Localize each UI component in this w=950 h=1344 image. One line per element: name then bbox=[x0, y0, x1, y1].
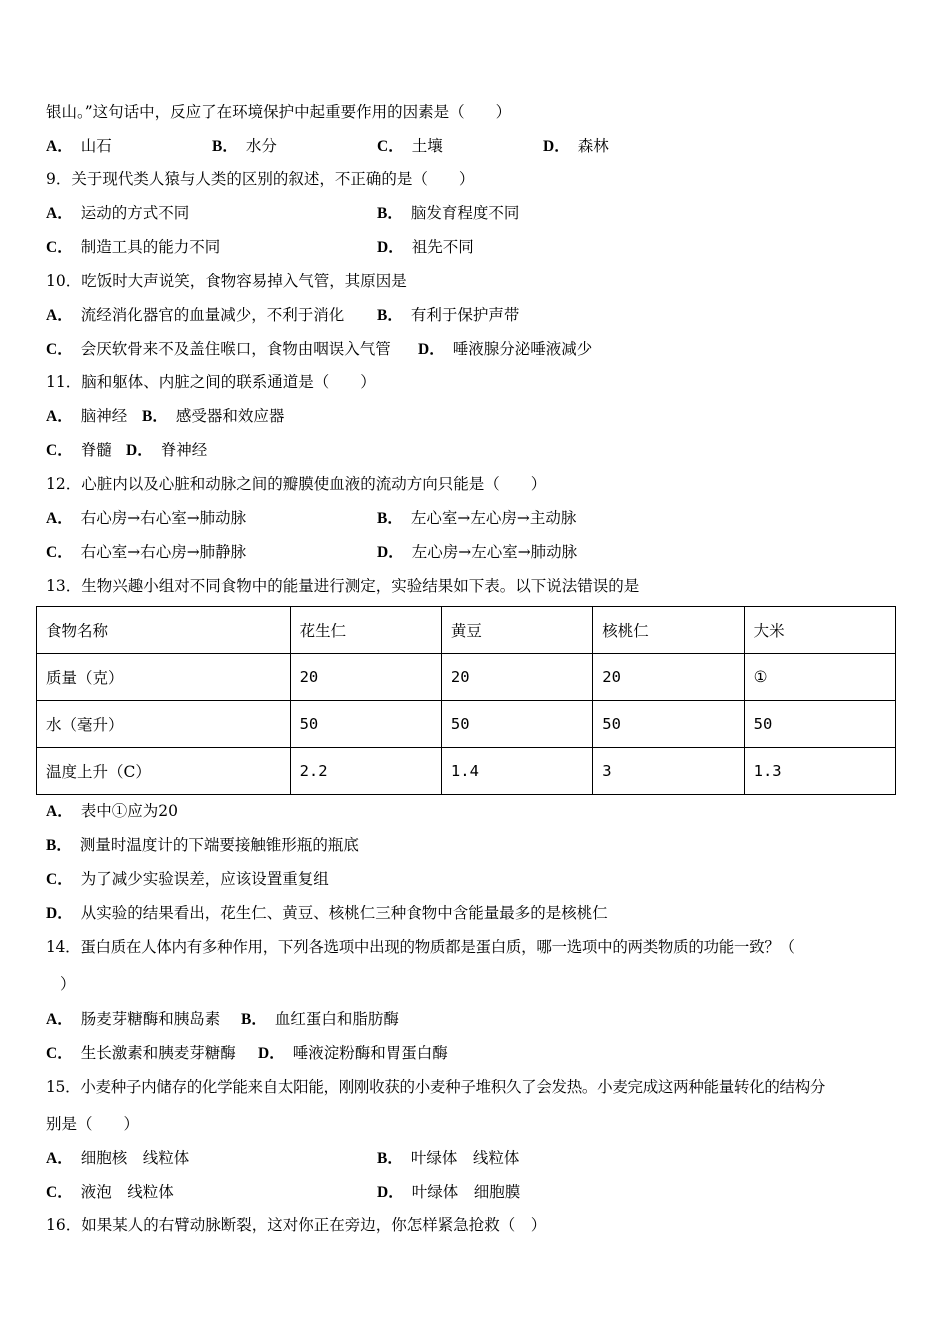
option-text: 从实验的结果看出，花生仁、黄豆、核桃仁三种食物中含能量最多的是核桃仁 bbox=[80, 904, 608, 922]
option-label: A． bbox=[46, 1150, 73, 1167]
q8-stem: 银山。”这句话中，反应了在环境保护中起重要作用的因素是（ ） bbox=[46, 103, 512, 121]
table-cell: 1.4 bbox=[441, 748, 592, 795]
option-label: D． bbox=[126, 442, 153, 459]
table-cell: 20 bbox=[441, 654, 592, 701]
q16-stem: 16．如果某人的右臂动脉断裂，这对你正在旁边，你怎样紧急抢救（ ） bbox=[46, 1216, 547, 1234]
option-text: 唾液腺分泌唾液减少 bbox=[452, 340, 593, 358]
option-text: 脊神经 bbox=[160, 441, 208, 459]
option-text: 祖先不同 bbox=[411, 238, 474, 256]
q11-option-d bbox=[126, 440, 207, 461]
table-cell: 质量（克） bbox=[37, 654, 291, 701]
option-text: 脑发育程度不同 bbox=[410, 204, 520, 222]
q11-option-b bbox=[142, 406, 284, 427]
option-text: 测量时温度计的下端要接触锥形瓶的瓶底 bbox=[79, 836, 359, 854]
q14-option-b bbox=[241, 1009, 399, 1030]
q10-stem: 10．吃饭时大声说笑，食物容易掉入气管，其原因是 bbox=[46, 272, 407, 290]
table-header-cell: 黄豆 bbox=[441, 607, 592, 654]
table-header-cell: 核桃仁 bbox=[593, 607, 744, 654]
q11-option-a bbox=[46, 406, 127, 427]
q10-option-c bbox=[46, 339, 391, 360]
option-text: 叶绿体 细胞膜 bbox=[411, 1183, 521, 1201]
food-energy-table bbox=[36, 606, 896, 795]
option-label: C． bbox=[46, 544, 73, 561]
option-text: 运动的方式不同 bbox=[80, 204, 190, 222]
option-text: 叶绿体 线粒体 bbox=[410, 1149, 520, 1167]
option-text: 生长激素和胰麦芽糖酶 bbox=[80, 1044, 236, 1062]
q12-option-d bbox=[377, 542, 577, 563]
option-text: 右心室→右心房→肺静脉 bbox=[80, 543, 247, 561]
q14-stem-cont: ） bbox=[60, 975, 76, 993]
q11-stem: 11．脑和躯体、内脏之间的联系通道是（ ） bbox=[46, 373, 376, 391]
q15-option-a bbox=[46, 1148, 189, 1169]
table-cell: 50 bbox=[441, 701, 592, 748]
option-label: B． bbox=[377, 510, 403, 527]
option-text: 脊髓 bbox=[80, 441, 112, 459]
option-label: A． bbox=[46, 1011, 73, 1028]
option-label: C． bbox=[377, 138, 404, 155]
q8-option-b bbox=[212, 136, 277, 157]
option-label: B． bbox=[142, 408, 168, 425]
q15-option-d bbox=[377, 1182, 520, 1203]
table-header-row bbox=[37, 607, 896, 654]
option-label: A． bbox=[46, 307, 73, 324]
option-label: D． bbox=[258, 1045, 285, 1062]
option-text: 山石 bbox=[80, 137, 112, 155]
q14-option-d bbox=[258, 1043, 448, 1064]
option-text: 脑神经 bbox=[80, 407, 128, 425]
q9-option-c bbox=[46, 237, 220, 258]
option-label: D． bbox=[46, 905, 73, 922]
q8-option-d bbox=[543, 136, 609, 157]
table-cell: 50 bbox=[290, 701, 441, 748]
option-text: 森林 bbox=[577, 137, 609, 155]
q9-stem: 9．关于现代类人猿与人类的区别的叙述，不正确的是（ ） bbox=[46, 170, 475, 188]
q14-option-a bbox=[46, 1009, 220, 1030]
q14-option-c bbox=[46, 1043, 236, 1064]
option-text: 有利于保护声带 bbox=[410, 306, 520, 324]
option-text: 细胞核 线粒体 bbox=[80, 1149, 190, 1167]
table-header-cell: 花生仁 bbox=[290, 607, 441, 654]
option-label: B． bbox=[377, 205, 403, 222]
option-text: 左心房→左心室→肺动脉 bbox=[411, 543, 578, 561]
option-text: 唾液淀粉酶和胃蛋白酶 bbox=[292, 1044, 448, 1062]
q12-option-b bbox=[377, 508, 576, 529]
table-cell: 50 bbox=[593, 701, 744, 748]
q12-option-c bbox=[46, 542, 246, 563]
option-label: D． bbox=[543, 138, 570, 155]
table-cell: 20 bbox=[290, 654, 441, 701]
option-text: 液泡 线粒体 bbox=[80, 1183, 174, 1201]
option-text: 右心房→右心室→肺动脉 bbox=[80, 509, 247, 527]
option-label: C． bbox=[46, 239, 73, 256]
option-label: A． bbox=[46, 205, 73, 222]
option-text: 为了减少实验误差，应该设置重复组 bbox=[80, 870, 329, 888]
option-label: C． bbox=[46, 1045, 73, 1062]
q9-option-b bbox=[377, 203, 519, 224]
option-label: D． bbox=[418, 341, 445, 358]
option-label: A． bbox=[46, 803, 73, 820]
q13-stem: 13．生物兴趣小组对不同食物中的能量进行测定，实验结果如下表。以下说法错误的是 bbox=[46, 577, 640, 595]
option-text: 水分 bbox=[245, 137, 277, 155]
q9-option-a bbox=[46, 203, 189, 224]
option-text: 感受器和效应器 bbox=[175, 407, 285, 425]
q12-stem: 12．心脏内以及心脏和动脉之间的瓣膜使血液的流动方向只能是（ ） bbox=[46, 475, 547, 493]
table-header-cell: 大米 bbox=[744, 607, 895, 654]
q8-option-c bbox=[377, 136, 443, 157]
option-label: D． bbox=[377, 544, 404, 561]
option-text: 土壤 bbox=[411, 137, 443, 155]
option-label: B． bbox=[46, 837, 72, 854]
q10-option-a bbox=[46, 305, 344, 326]
q13-option-a bbox=[46, 801, 178, 822]
q10-option-b bbox=[377, 305, 519, 326]
q15-option-c bbox=[46, 1182, 174, 1203]
q11-option-c bbox=[46, 440, 112, 461]
option-label: C． bbox=[46, 871, 73, 888]
q13-option-b bbox=[46, 835, 359, 856]
table-cell: 2.2 bbox=[290, 748, 441, 795]
q14-stem: 14．蛋白质在人体内有多种作用，下列各选项中出现的物质都是蛋白质，哪一选项中的两类物质的功能一致？（ bbox=[46, 938, 795, 956]
option-label: B． bbox=[241, 1011, 267, 1028]
q15-option-b bbox=[377, 1148, 519, 1169]
table-cell: 温度上升（C） bbox=[37, 748, 291, 795]
table-row bbox=[37, 654, 896, 701]
table-row bbox=[37, 748, 896, 795]
option-label: C． bbox=[46, 341, 73, 358]
q8-option-a bbox=[46, 136, 112, 157]
table-header-cell: 食物名称 bbox=[37, 607, 291, 654]
option-text: 左心室→左心房→主动脉 bbox=[410, 509, 577, 527]
table-row bbox=[37, 701, 896, 748]
table-cell: 20 bbox=[593, 654, 744, 701]
table-cell: 水（毫升） bbox=[37, 701, 291, 748]
table-cell: 3 bbox=[593, 748, 744, 795]
option-label: B． bbox=[212, 138, 238, 155]
table-cell: 50 bbox=[744, 701, 895, 748]
q15-stem: 15．小麦种子内储存的化学能来自太阳能，刚刚收获的小麦种子堆积久了会发热。小麦完成这两种能量转化的结构分 bbox=[46, 1078, 826, 1096]
option-text: 肠麦芽糖酶和胰岛素 bbox=[80, 1010, 221, 1028]
table-cell: 1.3 bbox=[744, 748, 895, 795]
option-text: 会厌软骨来不及盖住喉口，食物由咽误入气管 bbox=[80, 340, 391, 358]
table-cell: ① bbox=[744, 654, 895, 701]
option-text: 血红蛋白和脂肪酶 bbox=[274, 1010, 399, 1028]
q9-option-d bbox=[377, 237, 474, 258]
q13-option-d bbox=[46, 903, 608, 924]
option-label: A． bbox=[46, 138, 73, 155]
option-label: C． bbox=[46, 442, 73, 459]
q13-option-c bbox=[46, 869, 329, 890]
option-label: C． bbox=[46, 1184, 73, 1201]
option-label: B． bbox=[377, 1150, 403, 1167]
option-label: D． bbox=[377, 239, 404, 256]
q10-option-d bbox=[418, 339, 592, 360]
option-label: D． bbox=[377, 1184, 404, 1201]
option-label: B． bbox=[377, 307, 403, 324]
option-text: 流经消化器官的血量减少，不利于消化 bbox=[80, 306, 345, 324]
q12-option-a bbox=[46, 508, 246, 529]
option-label: A． bbox=[46, 510, 73, 527]
option-text: 表中①应为20 bbox=[80, 802, 178, 820]
option-text: 制造工具的能力不同 bbox=[80, 238, 221, 256]
option-label: A． bbox=[46, 408, 73, 425]
q15-stem-cont: 别是（ ） bbox=[46, 1115, 140, 1133]
